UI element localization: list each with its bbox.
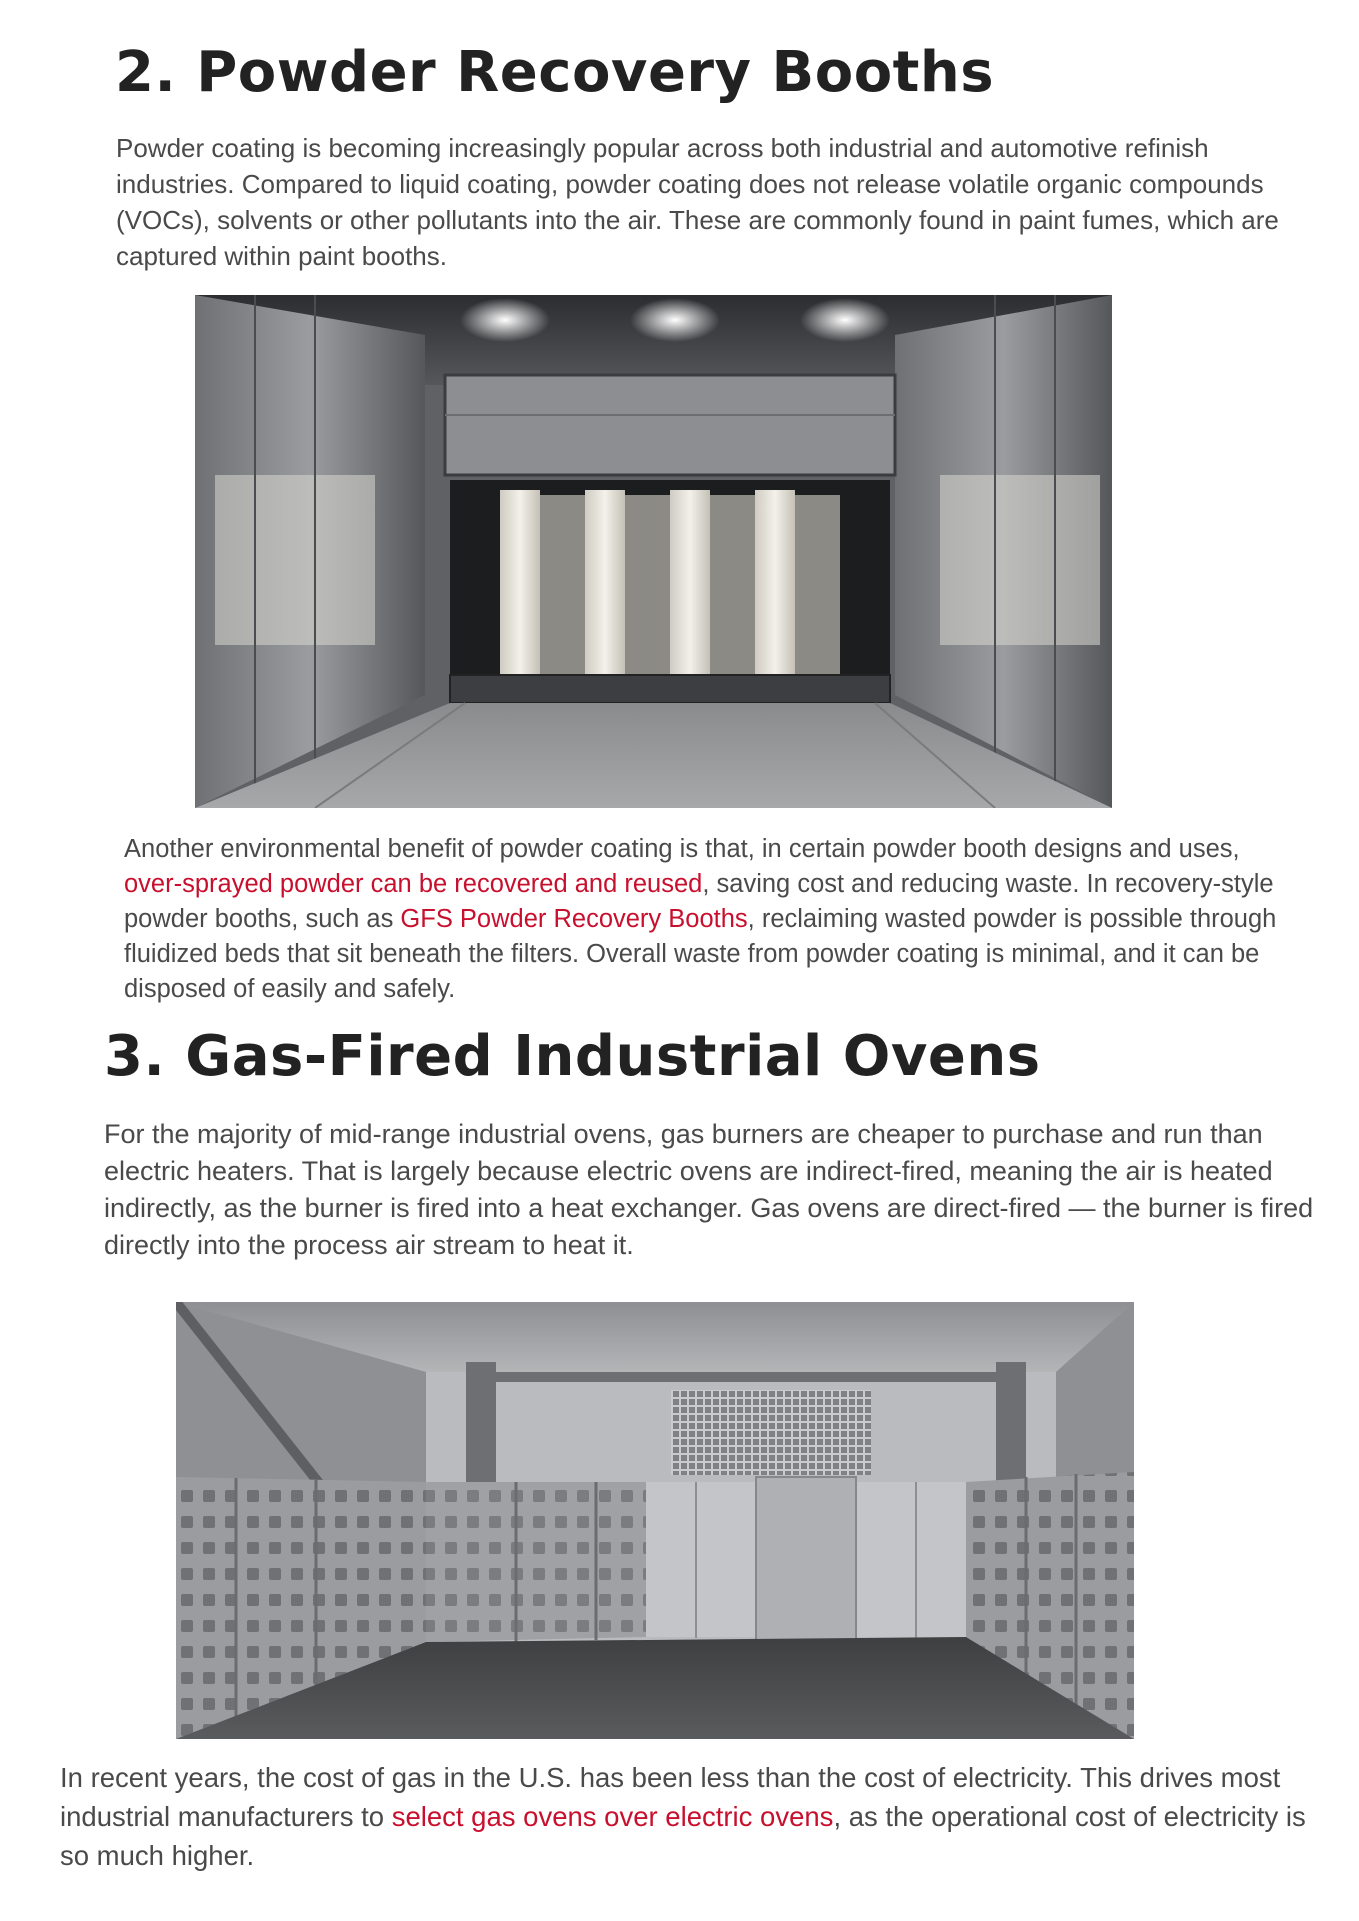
gas-oven-photo	[176, 1302, 1134, 1739]
section-3-body	[60, 1758, 1320, 1875]
over-sprayed-powder-link[interactable]: over-sprayed powder can be recovered and reused	[124, 870, 703, 898]
section-3-body-text-1: In recent years, the cost of gas in the U.S. has been less than the cost of electricity. This drives most industrial manufacturers to	[60, 1762, 1281, 1832]
section-2-heading: 2. Powder Recovery Booths	[115, 40, 995, 105]
section-2-intro: Powder coating is becoming increasingly popular across both industrial and automotive refinish industries. Compared to liquid coating, powder coating does not release volatile organic compounds (VOCs), solvents or other pollutants into the air. These are commonly found in paint fumes, which are captured within paint booths.	[116, 133, 1279, 271]
section-2-body-text-2: , saving cost and reducing waste. In recovery-style powder booths, such as	[124, 870, 1274, 933]
powder-booth-photo	[195, 295, 1112, 808]
select-gas-ovens-link[interactable]: select gas ovens over electric ovens	[391, 1801, 834, 1832]
section-2-body-text-3: , reclaiming wasted powder is possible through fluidized beds that sit beneath the filters. Overall waste from powder coating is minimal, and it can be disposed of easily and safely.	[124, 905, 1277, 1003]
section-3-intro: For the majority of mid-range industrial ovens, gas burners are cheaper to purchase and run than electric heaters. That is largely because electric ovens are indirect-fired, meaning the air is heated indirectly, as the burner is fired into a heat exchanger. Gas ovens are direct-fired — the burner is fired directly into the process air stream to heat it.	[104, 1119, 1314, 1260]
section-2-body-text-1: Another environmental benefit of powder coating is that, in certain powder booth designs and uses,	[124, 835, 1240, 863]
section-3-body-text-2: , as the operational cost of electricity is so much higher.	[60, 1801, 1306, 1871]
section-2-body	[124, 832, 1294, 1007]
section-3-heading: 3. Gas-Fired Industrial Ovens	[104, 1024, 1041, 1089]
gfs-powder-recovery-booths-link[interactable]: GFS Powder Recovery Booths	[400, 905, 748, 933]
